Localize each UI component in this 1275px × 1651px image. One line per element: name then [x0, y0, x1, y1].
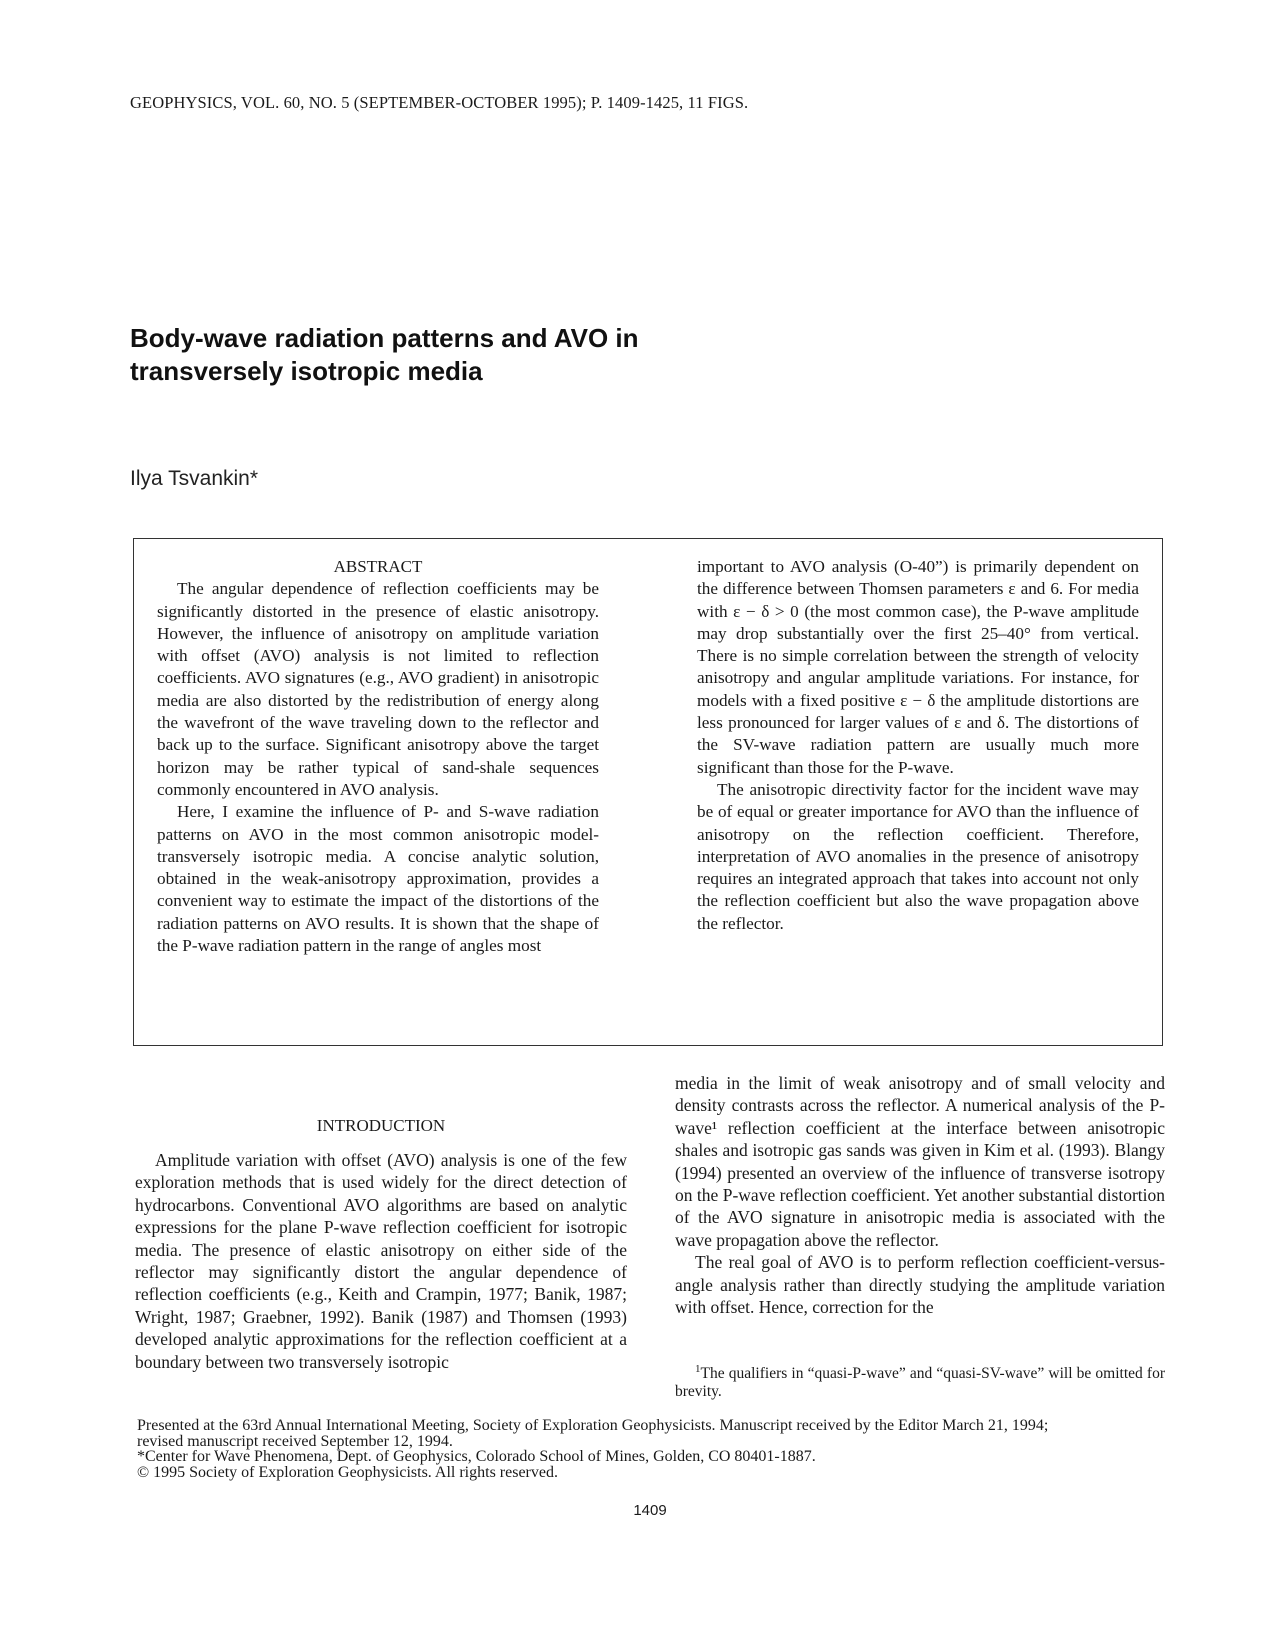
copyright-note: © 1995 Society of Exploration Geophysicists. All rights reserved.	[137, 1463, 558, 1481]
presentation-note: Presented at the 63rd Annual International Meeting, Society of Exploration Geophysicists. Manuscript received by the Editor March 21, 1994;	[137, 1417, 1049, 1434]
abstract-paragraph: important to AVO analysis (O-40”) is primarily dependent on the difference between Thomsen parameters ε and 6. For media with ε − δ > 0 (the most common case), the P-wave amplitude may drop substantially over the first 25–40° from vertical. There is no simple correlation between the strength of velocity anisotropy and angular amplitude variations. For instance, for models with a fixed positive ε − δ the amplitude distortions are less pronounced for larger values of ε and δ. The distortions of the SV-wave radiation pattern are usually much more significant than those for the P-wave.	[697, 557, 1139, 777]
abstract-paragraph: Here, I examine the influence of P- and S-wave radiation patterns on AVO in the most common anisotropic model-transversely isotropic media. A concise analytic solution, obtained in the weak-anisotropy approximation, provides a convenient way to estimate the impact of the distortions of the radiation patterns on AVO results. It is shown that the shape of the P-wave radiation pattern in the range of angles most	[157, 802, 599, 956]
introduction-left-column	[135, 1149, 627, 1373]
footnote-text	[675, 1360, 1165, 1401]
abstract-left-column	[157, 556, 599, 957]
abstract-paragraph: The anisotropic directivity factor for the incident wave may be of equal or greater importance for AVO than the influence of anisotropy on the reflection coefficient. Therefore, interpretation of AVO anomalies in the presence of anisotropy requires an integrated approach that takes into account not only the reflection coefficient but also the wave propagation above the reflector.	[697, 779, 1139, 933]
footnote-mark: 1	[695, 1363, 701, 1375]
abstract-heading: ABSTRACT	[333, 557, 423, 576]
page-number: 1409	[633, 1502, 667, 1519]
title-line-1: Body-wave radiation patterns and AVO in	[130, 323, 639, 353]
journal-header: GEOPHYSICS, VOL. 60, NO. 5 (SEPTEMBER-OCTOBER 1995); P. 1409-1425, 11 FIGS.	[130, 93, 749, 112]
affiliation-note: *Center for Wave Phenomena, Dept. of Geophysics, Colorado School of Mines, Golden, CO 80401-1887.	[137, 1448, 816, 1465]
introduction-heading: INTRODUCTION	[316, 1116, 446, 1135]
front-matter-notes	[137, 1418, 1167, 1480]
body-paragraph: The real goal of AVO is to perform reflection coefficient-versus-angle analysis rather than directly studying the amplitude variation with offset. Hence, correction for the	[675, 1252, 1165, 1318]
body-paragraph: media in the limit of weak anisotropy and of small velocity and density contrasts across the reflector. A numerical analysis of the P-wave¹ reflection coefficient at the interface between anisotropic shales and isotropic gas sands was given in Kim et al. (1993). Blangy (1994) presented an overview of the influence of transverse isotropy on the P-wave reflection coefficient. Yet another substantial distortion of the AVO signature in anisotropic media is associated with the wave propagation above the reflector.	[675, 1073, 1165, 1250]
abstract-right-column	[697, 556, 1139, 935]
introduction-right-column	[675, 1072, 1165, 1318]
footnote-body: The qualifiers in “quasi-P-wave” and “quasi-SV-wave” will be omitted for brevity.	[675, 1365, 1165, 1401]
author-name: Ilya Tsvankin*	[130, 467, 259, 490]
title-line-2: transversely isotropic media	[130, 356, 483, 386]
abstract-paragraph: The angular dependence of reflection coefficients may be significantly distorted in the presence of elastic anisotropy. However, the influence of anisotropy on amplitude variation with offset (AVO) analysis is not limited to reflection coefficients. AVO signatures (e.g., AVO gradient) in anisotropic media are also distorted by the redistribution of energy along the wavefront of the wave traveling down to the reflector and back up to the surface. Significant anisotropy above the target horizon may be rather typical of sand-shale sequences commonly encountered in AVO analysis.	[157, 579, 599, 799]
footnote	[675, 1360, 1165, 1401]
body-paragraph: Amplitude variation with offset (AVO) analysis is one of the few exploration methods that is used widely for the direct detection of hydrocarbons. Conventional AVO algorithms are based on analytic expressions for the plane P-wave reflection coefficient for isotropic media. The presence of elastic anisotropy on either side of the reflector may significantly distort the angular dependence of reflection coefficients (e.g., Keith and Crampin, 1977; Banik, 1987; Wright, 1987; Graebner, 1992). Banik (1987) and Thomsen (1993) developed analytic approximations for the reflection coefficient at a boundary between two transversely isotropic	[135, 1150, 627, 1372]
revision-note: revised manuscript received September 12, 1994.	[137, 1432, 453, 1450]
article-title	[130, 322, 830, 388]
